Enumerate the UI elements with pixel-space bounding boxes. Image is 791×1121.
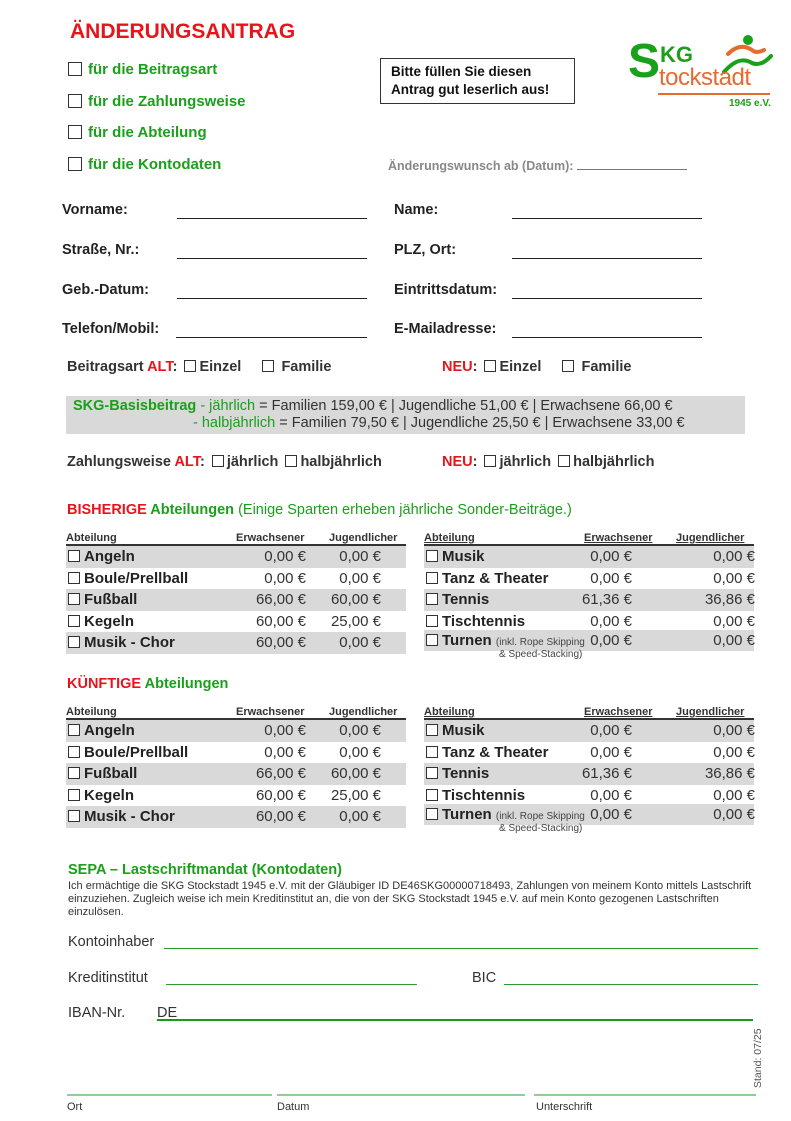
department-cell	[426, 744, 548, 761]
label-geb-datum: Geb.-Datum:	[62, 282, 149, 298]
stand-date: Stand: 07/25	[752, 1028, 764, 1088]
fee-adult: 0,00 €	[264, 722, 306, 739]
department-cell	[68, 808, 175, 825]
fee-adult: 0,00 €	[590, 743, 632, 761]
fee-youth: 0,00 €	[713, 786, 755, 804]
sepa-title: SEPA – Lastschriftmandat (Kontodaten)	[68, 862, 342, 878]
label-name: Name:	[394, 202, 439, 218]
table-row	[424, 611, 754, 630]
checkbox[interactable]	[426, 615, 438, 627]
heading-note: (Einige Sparten erheben jährliche Sonder-Beiträge.)	[238, 502, 572, 518]
bisherige-heading	[67, 502, 572, 518]
department-note: (inkl. Rope Skipping	[495, 636, 585, 648]
basis-line-annual	[73, 398, 673, 415]
col-jugendlicher: Jugendlicher	[676, 706, 745, 718]
table-row	[424, 720, 754, 742]
checkbox[interactable]	[68, 62, 82, 76]
table-row	[424, 546, 754, 568]
date-wish	[388, 158, 687, 173]
logo-kg: KG	[660, 42, 693, 67]
col-jugendlicher: Jugendlicher	[329, 706, 398, 718]
fee-adult: 0,00 €	[590, 548, 632, 565]
kuenftige-heading	[67, 676, 228, 692]
einzel-label: Einzel	[199, 359, 242, 375]
checkbox[interactable]	[426, 572, 438, 584]
department-note-2: & Speed-Stacking)	[499, 648, 583, 660]
bisherige-table-right	[424, 532, 755, 660]
department-name: Musik - Chor	[84, 634, 175, 651]
option-beitragsart[interactable]	[68, 61, 217, 78]
iban-field[interactable]	[157, 1019, 753, 1021]
table-header	[66, 532, 406, 546]
fee-youth: 0,00 €	[713, 631, 755, 649]
basis-annual-label: - jährlich	[196, 398, 256, 414]
department-cell	[68, 613, 134, 630]
fee-youth: 25,00 €	[330, 786, 381, 804]
fee-adult: 66,00 €	[255, 765, 306, 782]
option-kontodaten[interactable]	[68, 156, 221, 173]
table-row	[66, 720, 406, 742]
checkbox[interactable]	[68, 636, 80, 648]
ort-field[interactable]	[67, 1094, 272, 1096]
label-plz-ort: PLZ, Ort:	[394, 242, 457, 258]
form-title: ÄNDERUNGSANTRAG	[70, 20, 296, 43]
fee-youth: 0,00 €	[713, 805, 755, 823]
department-name: Kegeln	[84, 612, 135, 630]
table-row	[66, 632, 406, 654]
fee-youth: 0,00 €	[713, 548, 755, 565]
table-header	[424, 706, 754, 720]
department-cell	[68, 787, 134, 804]
jaehrlich-label: jährlich	[226, 454, 279, 470]
fee-youth: 0,00 €	[339, 634, 381, 651]
kuenftige-table-left	[66, 706, 406, 828]
label-email: E-Mailadresse:	[394, 321, 497, 337]
department-name: Boule/Prellball	[84, 569, 189, 587]
table-row	[66, 785, 406, 807]
checkbox[interactable]	[68, 550, 80, 562]
halbjaehrlich-label: halbjährlich	[573, 454, 655, 470]
department-cell	[426, 787, 525, 804]
table-row	[66, 806, 406, 828]
fee-youth: 0,00 €	[339, 808, 381, 825]
table-row	[66, 742, 406, 764]
department-name: Boule/Prellball	[84, 743, 189, 761]
beitragsart-label: Beitragsart	[67, 359, 144, 375]
department-cell	[426, 613, 525, 630]
bic-field[interactable]	[504, 984, 758, 985]
department-cell	[68, 765, 137, 782]
table-row	[66, 568, 406, 590]
fee-adult: 0,00 €	[264, 569, 306, 587]
checkbox[interactable]	[426, 634, 438, 646]
col-erwachsener: Erwachsener	[236, 532, 305, 544]
fee-adult: 0,00 €	[264, 743, 306, 761]
table-header	[66, 706, 406, 720]
department-name: Tanz & Theater	[442, 743, 549, 761]
fee-adult: 60,00 €	[255, 786, 306, 804]
option-abteilung[interactable]	[68, 124, 207, 141]
beitragsart-neu-row: NEU: Einzel Familie	[442, 359, 632, 375]
department-cell	[426, 591, 489, 608]
department-cell	[426, 548, 485, 565]
checkbox-halbjaehrlich-neu[interactable]	[558, 455, 570, 467]
checkbox[interactable]	[426, 808, 438, 820]
department-name: Musik - Chor	[84, 808, 175, 825]
fee-adult: 0,00 €	[590, 569, 632, 587]
heading-red: BISHERIGE	[67, 502, 147, 518]
col-jugendlicher: Jugendlicher	[329, 532, 398, 544]
fee-youth: 0,00 €	[713, 569, 755, 587]
fee-adult: 66,00 €	[255, 591, 306, 608]
fee-youth: 0,00 €	[713, 612, 755, 630]
department-name: Fußball	[84, 765, 138, 782]
basis-annual-text: = Familien 159,00 € | Jugendliche 51,00 € | Erwachsene 66,00 €	[255, 398, 673, 414]
name-field[interactable]	[512, 218, 702, 219]
checkbox[interactable]	[68, 572, 80, 584]
alt-label: ALT	[174, 454, 200, 470]
basisbeitrag-box	[66, 396, 745, 434]
checkbox[interactable]	[68, 94, 82, 108]
fee-youth: 36,86 €	[704, 765, 755, 782]
telefon-field[interactable]	[176, 337, 367, 338]
zahlungsweise-label: Zahlungsweise	[67, 454, 171, 470]
fee-youth: 60,00 €	[330, 765, 381, 782]
table-row	[424, 630, 755, 660]
label-iban: IBAN-Nr.	[68, 1005, 126, 1021]
fee-adult: 0,00 €	[264, 548, 306, 565]
department-name: Tanz & Theater	[442, 569, 549, 587]
department-cell	[68, 722, 135, 739]
department-note: (inkl. Rope Skipping	[495, 810, 585, 822]
label-bic: BIC	[472, 970, 497, 986]
basis-title: SKG-Basisbeitrag	[73, 398, 197, 414]
label-kreditinstitut: Kreditinstitut	[68, 970, 148, 986]
checkbox[interactable]	[68, 789, 80, 801]
table-row	[424, 763, 754, 785]
label-telefon: Telefon/Mobil:	[62, 321, 160, 337]
checkbox[interactable]	[68, 810, 80, 822]
fee-adult: 60,00 €	[255, 612, 306, 630]
table-header	[424, 532, 754, 546]
department-cell	[426, 570, 548, 587]
fee-adult: 0,00 €	[590, 612, 632, 630]
heading-green: Abteilungen	[144, 676, 229, 692]
department-name: Angeln	[84, 722, 135, 739]
department-cell	[426, 765, 489, 782]
fee-youth: 60,00 €	[330, 591, 381, 608]
checkbox[interactable]	[68, 746, 80, 758]
fee-adult: 61,36 €	[581, 591, 632, 608]
checkbox[interactable]	[68, 593, 80, 605]
department-name: Musik	[442, 722, 485, 739]
alt-label: ALT	[147, 359, 173, 375]
table-row	[424, 742, 754, 764]
table-row	[66, 763, 406, 785]
fee-adult: 0,00 €	[590, 722, 632, 739]
logo-s: S	[628, 35, 661, 88]
checkbox-jaehrlich-neu[interactable]	[484, 455, 496, 467]
basis-line-half	[193, 415, 685, 432]
department-cell	[68, 570, 188, 587]
basis-half-text: = Familien 79,50 € | Jugendliche 25,50 € | Erwachsene 33,00 €	[275, 415, 685, 431]
jaehrlich-label: jährlich	[499, 454, 552, 470]
col-abteilung: Abteilung	[66, 532, 117, 544]
col-erwachsener: Erwachsener	[236, 706, 305, 718]
notice-box	[380, 58, 575, 104]
department-name: Turnen	[442, 805, 492, 823]
department-name: Angeln	[84, 548, 135, 565]
vorname-field[interactable]	[177, 218, 367, 219]
fee-youth: 36,86 €	[704, 591, 755, 608]
club-logo	[628, 32, 773, 117]
checkbox[interactable]	[68, 615, 80, 627]
department-name: Musik	[442, 548, 485, 565]
fee-adult: 60,00 €	[255, 634, 306, 651]
department-name: Tischtennis	[442, 786, 526, 804]
eintrittsdatum-field[interactable]	[512, 298, 702, 299]
fee-youth: 0,00 €	[713, 722, 755, 739]
fee-adult: 60,00 €	[255, 808, 306, 825]
label-datum: Datum	[277, 1101, 310, 1113]
checkbox[interactable]	[68, 125, 82, 139]
col-abteilung: Abteilung	[424, 532, 475, 544]
sepa-text: Ich ermächtige die SKG Stockstadt 1945 e.V. mit der Gläubiger ID DE46SKG00000718493, Zahlungen von meinem Konto mittels Lastschrift einzuziehen. Zugleich weise ich mein Kreditinstitut an, die von der SKG Stockstadt 1945 e.V. auf mein Konto gezogenen Lastschriften einzulösen.	[68, 880, 752, 918]
department-cell	[68, 548, 135, 565]
department-note-2: & Speed-Stacking)	[499, 822, 583, 834]
label-kontoinhaber: Kontoinhaber	[68, 934, 155, 950]
option-label: für die Zahlungsweise	[88, 93, 246, 110]
department-cell	[68, 591, 137, 608]
fee-youth: 0,00 €	[339, 743, 381, 761]
fee-youth: 0,00 €	[713, 743, 755, 761]
fee-adult: 61,36 €	[581, 765, 632, 782]
basis-half-label: - halbjährlich	[193, 415, 276, 431]
option-label: für die Kontodaten	[88, 156, 222, 173]
department-name: Tischtennis	[442, 612, 526, 630]
department-cell	[426, 722, 485, 739]
checkbox-familie-neu[interactable]	[562, 360, 574, 372]
option-label: für die Beitragsart	[88, 61, 218, 78]
checkbox[interactable]	[426, 767, 438, 779]
bisherige-table-left	[66, 532, 406, 654]
label-unterschrift: Unterschrift	[536, 1101, 593, 1113]
checkbox[interactable]	[426, 746, 438, 758]
heading-red: KÜNFTIGE	[67, 676, 142, 692]
halbjaehrlich-label: halbjährlich	[300, 454, 382, 470]
fee-youth: 0,00 €	[339, 548, 381, 565]
table-row	[66, 589, 406, 611]
department-cell	[68, 634, 175, 651]
department-cell	[426, 806, 585, 823]
checkbox[interactable]	[68, 767, 80, 779]
checkbox-halbjaehrlich-alt[interactable]	[285, 455, 297, 467]
checkbox[interactable]	[426, 724, 438, 736]
option-label: für die Abteilung	[88, 124, 207, 141]
fee-adult: 0,00 €	[590, 786, 632, 804]
table-row	[66, 546, 406, 568]
department-name: Tennis	[442, 765, 490, 782]
label-strasse: Straße, Nr.:	[62, 242, 140, 258]
checkbox[interactable]	[426, 789, 438, 801]
kreditinstitut-field[interactable]	[166, 984, 417, 985]
zahlungsweise-alt-row: Zahlungsweise ALT: jährlich halbjährlich	[67, 454, 382, 470]
email-field[interactable]	[512, 337, 702, 338]
table-row	[424, 568, 754, 590]
familie-label: Familie	[281, 359, 332, 375]
einzel-label: Einzel	[499, 359, 542, 375]
fee-youth: 0,00 €	[339, 722, 381, 739]
zahlungsweise-neu-row: NEU: jährlich halbjährlich	[442, 454, 655, 470]
department-name: Tennis	[442, 591, 490, 608]
department-cell	[68, 744, 188, 761]
table-row	[424, 785, 754, 804]
col-erwachsener: Erwachsener	[584, 706, 653, 718]
table-row	[424, 804, 755, 834]
unterschrift-field[interactable]	[534, 1094, 756, 1096]
kuenftige-table-right	[424, 706, 755, 834]
checkbox-jaehrlich-alt[interactable]	[212, 455, 224, 467]
col-abteilung: Abteilung	[66, 706, 117, 718]
date-wish-label: Änderungswunsch ab (Datum):	[388, 159, 574, 173]
datum-field[interactable]	[277, 1094, 525, 1096]
label-vorname: Vorname:	[62, 202, 128, 218]
fee-adult: 0,00 €	[590, 631, 632, 649]
logo-name: tockstadt	[659, 64, 751, 91]
kontoinhaber-field[interactable]	[164, 948, 758, 949]
heading-green: Abteilungen	[150, 502, 235, 518]
label-eintrittsdatum: Eintrittsdatum:	[394, 282, 498, 298]
logo-year: 1945 e.V.	[729, 98, 771, 109]
checkbox-familie-alt[interactable]	[262, 360, 274, 372]
fee-youth: 0,00 €	[339, 569, 381, 587]
neu-label: NEU	[442, 454, 473, 470]
department-cell	[426, 632, 585, 649]
beitragsart-alt-row: Beitragsart ALT: Einzel Familie	[67, 359, 332, 375]
checkbox[interactable]	[426, 593, 438, 605]
option-zahlungsweise[interactable]	[68, 93, 246, 110]
plz-ort-field[interactable]	[512, 258, 702, 259]
notice-line: Antrag gut leserlich aus!	[391, 82, 550, 97]
checkbox[interactable]	[68, 724, 80, 736]
checkbox[interactable]	[68, 157, 82, 171]
col-jugendlicher: Jugendlicher	[676, 532, 745, 544]
fee-adult: 0,00 €	[590, 805, 632, 823]
iban-prefix: DE	[157, 1005, 178, 1021]
checkbox-einzel-alt[interactable]	[184, 360, 196, 372]
label-ort: Ort	[67, 1101, 83, 1113]
col-erwachsener: Erwachsener	[584, 532, 653, 544]
department-name: Turnen	[442, 631, 492, 649]
geb-datum-field[interactable]	[177, 298, 367, 299]
department-name: Kegeln	[84, 786, 135, 804]
col-abteilung: Abteilung	[424, 706, 475, 718]
notice-line: Bitte füllen Sie diesen	[391, 64, 532, 79]
fee-youth: 25,00 €	[330, 612, 381, 630]
table-row	[424, 589, 754, 611]
familie-label: Familie	[581, 359, 632, 375]
neu-label: NEU	[442, 359, 473, 375]
checkbox-einzel-neu[interactable]	[484, 360, 496, 372]
checkbox[interactable]	[426, 550, 438, 562]
date-wish-field[interactable]	[577, 158, 687, 170]
table-row	[66, 611, 406, 633]
strasse-field[interactable]	[177, 258, 367, 259]
department-name: Fußball	[84, 591, 138, 608]
